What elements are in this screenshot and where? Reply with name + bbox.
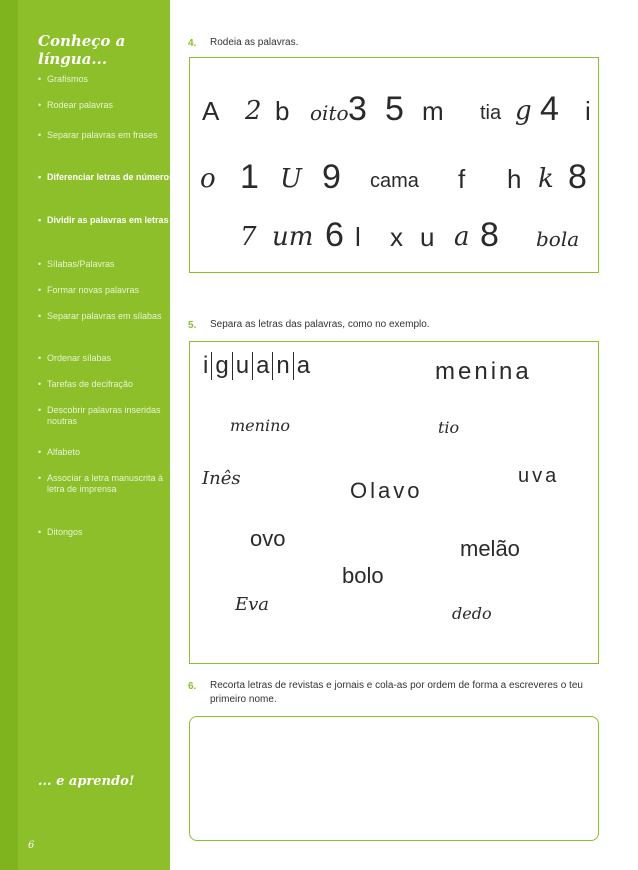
exercise-4-item[interactable]: 1 — [240, 158, 259, 196]
exercise-6-number: 6. — [188, 681, 197, 692]
exercise-4-item[interactable]: m — [422, 96, 444, 127]
exercise-4-item[interactable]: b — [275, 96, 290, 127]
sidebar-strip — [0, 0, 18, 870]
sidebar-topic: • Ditongos — [38, 527, 175, 538]
exercise-5-word[interactable]: Inês — [202, 468, 241, 489]
exercise-5-word[interactable]: uva — [518, 465, 560, 487]
exercise-5-box — [189, 341, 599, 664]
example-letter: a — [253, 352, 273, 380]
sidebar-topic: • Grafismos — [38, 74, 175, 85]
sidebar-topic: • Ordenar sílabas — [38, 353, 175, 364]
sidebar-topic: • Diferenciar letras de números — [38, 172, 175, 183]
exercise-5-word[interactable]: menina — [435, 358, 532, 385]
exercise-4-number: 4. — [188, 38, 197, 49]
exercise-4-item[interactable]: 8 — [480, 216, 499, 254]
exercise-5-word[interactable]: menino — [230, 416, 290, 435]
sidebar-topic: • Associar a letra manuscrita à letra de imprensa — [38, 473, 175, 495]
exercise-4-item[interactable]: 7 — [240, 222, 257, 253]
exercise-5-instruction: Separa as letras das palavras, como no exemplo. — [210, 319, 430, 330]
exercise-4-item[interactable]: oito — [310, 101, 349, 126]
exercise-5-word[interactable]: Eva — [235, 594, 270, 615]
exercise-4-item[interactable]: u — [420, 222, 435, 253]
exercise-4-item[interactable]: bola — [536, 227, 580, 252]
exercise-4-item[interactable]: g — [515, 96, 532, 127]
exercise-5-word[interactable]: Olavo — [350, 478, 423, 503]
exercise-4-instruction: Rodeia as palavras. — [210, 37, 299, 48]
exercise-4-box — [189, 57, 599, 273]
exercise-4-item[interactable]: a — [454, 222, 470, 253]
exercise-4-item[interactable]: i — [585, 96, 591, 127]
sidebar-topic: • Sílabas/Palavras — [38, 259, 175, 270]
exercise-5-word[interactable]: ovo — [250, 526, 286, 551]
exercise-4-item[interactable]: x — [390, 222, 403, 253]
exercise-4-item[interactable]: f — [458, 164, 466, 195]
sidebar-topic: • Formar novas palavras — [38, 285, 175, 296]
sidebar-topic: • Rodear palavras — [38, 100, 175, 111]
sidebar — [0, 0, 175, 870]
exercise-6-instruction: Recorta letras de revistas e jornais e cola-as por ordem de forma a escreveres o teu primeiro nome. — [210, 680, 583, 705]
sidebar-topic: • Alfabeto — [38, 447, 175, 458]
exercise-4-item[interactable]: h — [507, 164, 522, 195]
exercise-4-item[interactable]: 6 — [325, 216, 344, 254]
sidebar-footer: ... e aprendo! — [38, 774, 135, 789]
exercise-4-item[interactable]: k — [538, 164, 554, 195]
example-letter: a — [296, 352, 311, 379]
example-word-split — [200, 352, 313, 380]
exercise-5-word[interactable]: bolo — [342, 563, 384, 588]
exercise-5-number: 5. — [188, 320, 197, 331]
sidebar-topic: • Descobrir palavras inseridas noutras — [38, 405, 175, 427]
exercise-4-item[interactable]: 5 — [385, 90, 404, 128]
exercise-5-word[interactable]: tio — [438, 418, 460, 437]
exercise-4-item[interactable]: cama — [370, 170, 419, 193]
sidebar-topic: • Separar palavras em frases — [38, 130, 175, 141]
example-letter: u — [233, 352, 253, 380]
sidebar-topic: • Tarefas de decifração — [38, 379, 175, 390]
exercise-5-word[interactable]: dedo — [452, 604, 492, 623]
page-number: 6 — [28, 840, 35, 851]
example-letter: n — [273, 352, 293, 380]
exercise-4-item[interactable]: l — [355, 222, 361, 253]
exercise-5-word[interactable]: melão — [460, 536, 520, 561]
exercise-4-item[interactable]: 8 — [568, 158, 587, 196]
exercise-4-item[interactable]: tia — [480, 102, 502, 125]
exercise-4-item[interactable]: um — [272, 222, 314, 253]
exercise-4-item[interactable]: U — [280, 164, 302, 195]
example-letter: g — [212, 352, 232, 380]
exercise-4-item[interactable]: 4 — [540, 90, 559, 128]
exercise-4-item[interactable]: 9 — [322, 158, 341, 196]
sidebar-topic: • Separar palavras em sílabas — [38, 311, 175, 322]
exercise-4-item[interactable]: 2 — [245, 96, 262, 127]
exercise-4-item[interactable]: 3 — [348, 90, 367, 128]
exercise-4-item[interactable]: A — [202, 96, 220, 127]
example-letter: i — [200, 352, 212, 380]
sidebar-title: Conheço a língua... — [38, 32, 126, 68]
exercise-4-item[interactable]: o — [200, 164, 216, 195]
sidebar-topic: • Dividir as palavras em letras — [38, 215, 175, 226]
name-collage-area[interactable] — [189, 716, 599, 841]
